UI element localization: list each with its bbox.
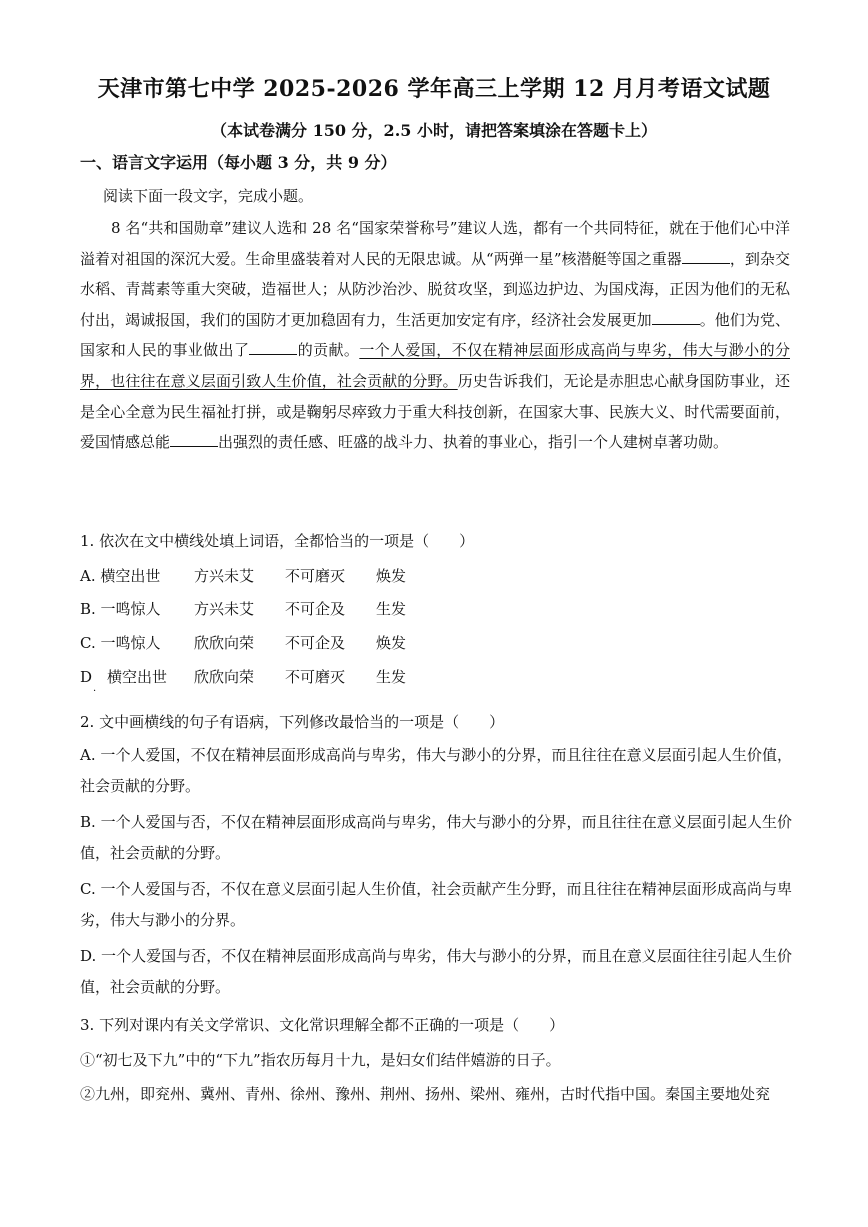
question-3-stem: 3. 下列对课内有关文学常识、文化常识理解全都不正确的一项是（ ） [80, 1016, 565, 1034]
question-3-item-2: ②九州，即兖州、冀州、青州、徐州、豫州、荆州、扬州、梁州、雍州，古时代指中国。秦国主要地处兖 [80, 1085, 771, 1103]
option-label: D 横空出世 [80, 668, 168, 686]
passage-text: 历史告诉我们，无论是赤胆忠心献身国防事业，还是全心全意为民生福祉打拼，或是鞠躬尽瘁致力于重大科技创新，在国家大事、民族大义、时代需要面前，爱国情感总能 [80, 371, 790, 452]
option-word: 生发 [376, 600, 407, 618]
passage-text: 的贡献。 [297, 341, 360, 360]
option-word: 方兴未艾 [194, 567, 255, 585]
question-2-stem: 2. 文中画横线的句子有语病，下列修改最恰当的一项是（ ） [80, 713, 505, 731]
option-word: 生发 [376, 668, 407, 686]
option-word: 不可磨灭 [285, 668, 346, 686]
option-word: 不可企及 [285, 634, 346, 652]
answer-blank [249, 340, 297, 355]
passage-text: ，到杂交水稻、青蒿素等重大突破，造福世人；从防沙治沙、脱贫攻坚，到巡边护边、为国戍海，正因为他们的无私付出，竭诚报国，我们的国防才更加稳固有力，生活更加安定有序，经济社会发展更加 [80, 249, 790, 329]
question-1-stem: 1. 依次在文中横线处填上词语，全都恰当的一项是（ ） [80, 532, 475, 550]
option-word: 欣欣向荣 [194, 668, 255, 686]
question-2-option-a: A. 一个人爱国，不仅在精神层面形成高尚与卑劣，伟大与渺小的分界，而且往往在意义层面引起人生价值，社会贡献的分野。 [80, 746, 792, 795]
section-heading: 一、语言文字运用（每小题 3 分，共 9 分） [80, 153, 397, 172]
question-3-item-1: ①“初七及下九”中的“下九”指农历每月十九，是妇女们结伴嬉游的日子。 [80, 1051, 561, 1069]
reading-passage [80, 213, 790, 458]
option-label: A. 横空出世 [80, 567, 161, 585]
underlined-sentence: 一个人爱国，不仅在精神层面形成高尚与卑劣，伟大与渺小的分界，也往往在意义层面引致人生价值，社会贡献的分野。 [80, 341, 790, 390]
answer-blank [170, 432, 218, 447]
option-word: 焕发 [376, 567, 407, 585]
answer-blank [652, 310, 700, 325]
option-label: C. 一鸣惊人 [80, 634, 161, 652]
option-word: 焕发 [376, 634, 407, 652]
question-2-option-c: C. 一个人爱国与否，不仅在意义层面引起人生价值，社会贡献产生分野，而且往往在精神层面形成高尚与卑劣，伟大与渺小的分界。 [80, 880, 792, 929]
option-word: 不可企及 [285, 600, 346, 618]
reading-instruction: 阅读下面一段文字，完成小题。 [103, 187, 314, 205]
question-2-option-d: D. 一个人爱国与否，不仅在精神层面形成高尚与卑劣，伟大与渺小的分界，而且在意义层面往往引起人生价值，社会贡献的分野。 [80, 947, 792, 996]
option-word: 欣欣向荣 [194, 634, 255, 652]
exam-title: 天津市第七中学 2025-2026 学年高三上学期 12 月月考语文试题 [97, 76, 771, 102]
passage-text: 8 名“共和国勋章”建议人选和 28 名“国家荣誉称号”建议人选，都有一个共同特征，就在于他们心中洋溢着对祖国的深沉大爱。生命里盛装着对人民的无限忠诚。从“两弹一星”核潜艇等国之重器 [80, 219, 790, 268]
passage-text: 出强烈的责任感、旺盛的战斗力、执着的事业心，指引一个人建树卓著功勋。 [218, 433, 729, 452]
exam-subtitle: （本试卷满分 150 分，2.5 小时，请把答案填涂在答题卡上） [211, 121, 657, 140]
option-dot-mark: · [93, 686, 97, 697]
passage-text: 。他们为党、国家和人民的事业做出了 [80, 310, 790, 360]
option-word: 方兴未艾 [194, 600, 255, 618]
answer-blank [682, 249, 730, 264]
question-2-option-b: B. 一个人爱国与否，不仅在精神层面形成高尚与卑劣，伟大与渺小的分界，而且往往在意义层面引起人生价值，社会贡献的分野。 [80, 813, 792, 862]
option-word: 不可磨灭 [285, 567, 346, 585]
option-label: B. 一鸣惊人 [80, 600, 161, 618]
